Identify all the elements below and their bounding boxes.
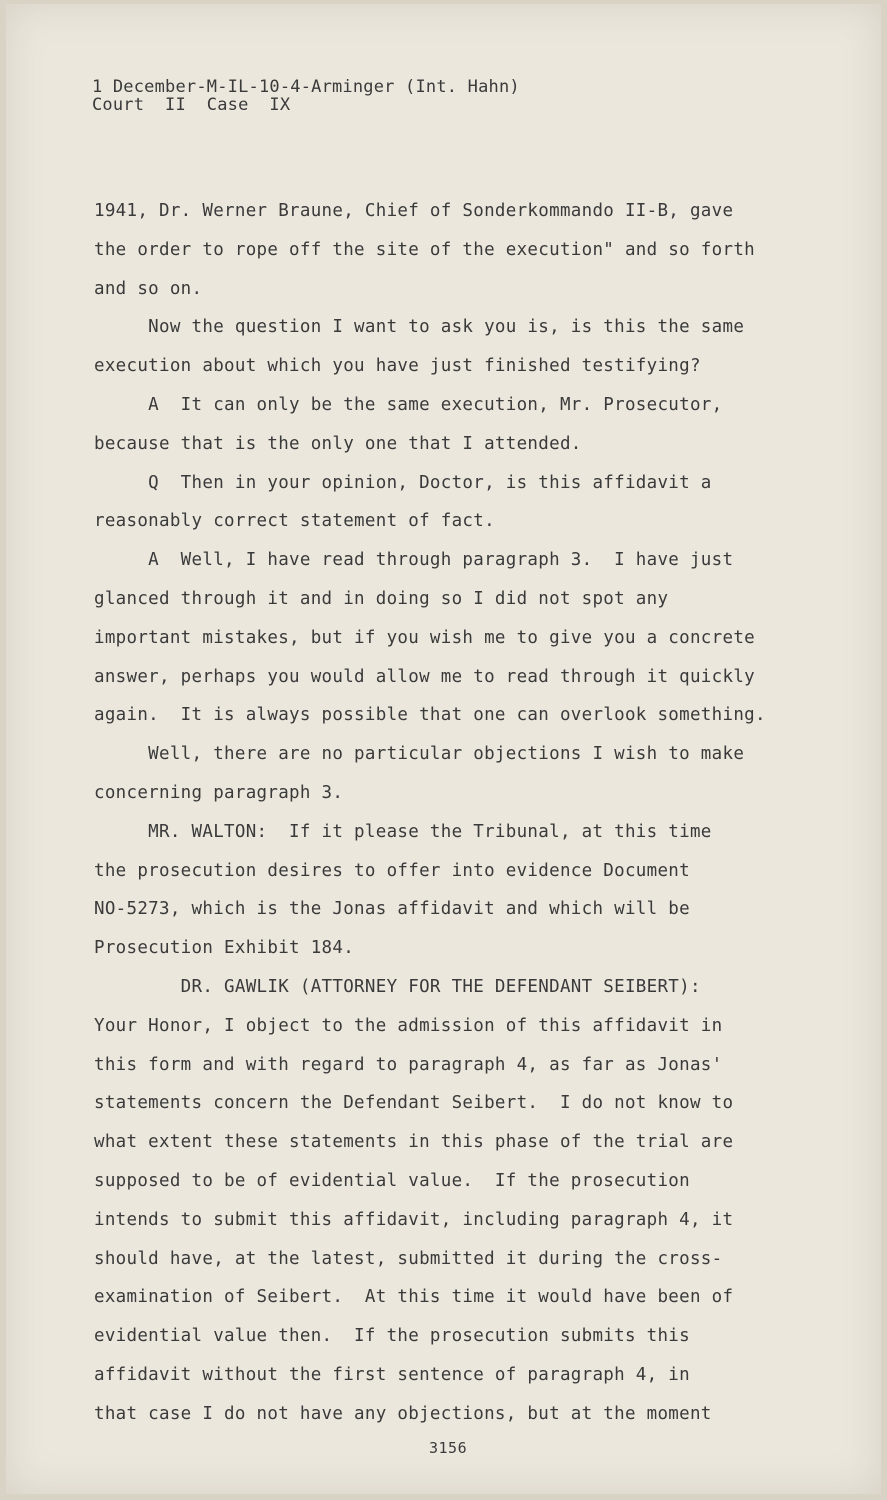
- text-line: important mistakes, but if you wish me to give you a concrete: [94, 627, 755, 648]
- document-header: [92, 78, 520, 114]
- text-line: supposed to be of evidential value. If the prosecution: [94, 1170, 690, 1191]
- text-line: affidavit without the first sentence of paragraph 4, in: [94, 1364, 690, 1385]
- text-line: DR. GAWLIK (ATTORNEY FOR THE DEFENDANT SEIBERT):: [94, 976, 701, 997]
- text-line: Q Then in your opinion, Doctor, is this affidavit a: [94, 472, 712, 493]
- text-line: the prosecution desires to offer into evidence Document: [94, 860, 690, 881]
- text-line: NO-5273, which is the Jonas affidavit and which will be: [94, 899, 690, 920]
- text-line: should have, at the latest, submitted it during the cross-: [94, 1248, 723, 1269]
- document-page: [6, 4, 881, 1494]
- text-line: examination of Seibert. At this time it would have been of: [94, 1287, 734, 1308]
- text-line: and so on.: [94, 278, 203, 299]
- text-line: execution about which you have just finished testifying?: [94, 356, 701, 377]
- text-line: A Well, I have read through paragraph 3. I have just: [94, 550, 734, 571]
- text-line: concerning paragraph 3.: [94, 782, 344, 803]
- text-line: that case I do not have any objections, but at the moment: [94, 1403, 712, 1424]
- text-line: Prosecution Exhibit 184.: [94, 938, 355, 959]
- text-line: answer, perhaps you would allow me to read through it quickly: [94, 666, 755, 687]
- header-court-line: Court II Case IX: [92, 95, 291, 115]
- text-line: again. It is always possible that one can overlook something.: [94, 705, 766, 726]
- text-line: what extent these statements in this phase of the trial are: [94, 1132, 734, 1153]
- text-line: reasonably correct statement of fact.: [94, 511, 495, 532]
- text-line: the order to rope off the site of the execution" and so forth: [94, 239, 755, 260]
- text-line: evidential value then. If the prosecution submits this: [94, 1326, 690, 1347]
- header-date-line: 1 December-M-IL-10-4-Arminger (Int. Hahn): [92, 77, 520, 97]
- transcript-body: [94, 192, 814, 1434]
- text-line: intends to submit this affidavit, including paragraph 4, it: [94, 1209, 734, 1230]
- text-line: MR. WALTON: If it please the Tribunal, at this time: [94, 821, 712, 842]
- page-number: 3156: [429, 1439, 468, 1457]
- text-line: Now the question I want to ask you is, is this the same: [94, 317, 745, 338]
- text-line: statements concern the Defendant Seibert. I do not know to: [94, 1093, 734, 1114]
- text-line: A It can only be the same execution, Mr. Prosecutor,: [94, 394, 723, 415]
- text-line: Your Honor, I object to the admission of this affidavit in: [94, 1015, 723, 1036]
- text-line: Well, there are no particular objections I wish to make: [94, 744, 745, 765]
- text-line: 1941, Dr. Werner Braune, Chief of Sonderkommando II-B, gave: [94, 201, 734, 221]
- text-line: because that is the only one that I attended.: [94, 433, 582, 454]
- text-line: glanced through it and in doing so I did not spot any: [94, 588, 669, 609]
- text-line: this form and with regard to paragraph 4, as far as Jonas': [94, 1054, 723, 1075]
